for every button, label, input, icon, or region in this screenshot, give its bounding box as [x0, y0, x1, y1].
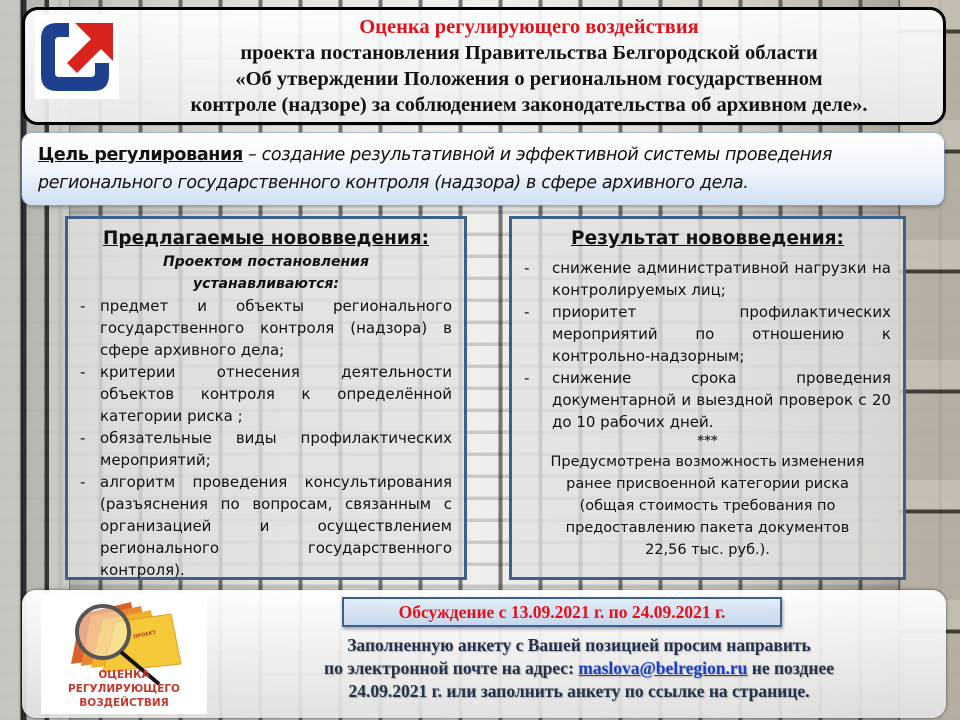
innovations-list: [68, 295, 464, 581]
regulatory-assessment-image: [41, 594, 207, 714]
discussion-dates: Обсуждение с 13.09.2021 г. по 24.09.2021 г.: [342, 597, 782, 627]
list-item: - предмет и объекты регионального государственного контроля (надзора) в сфере архивного дела;: [100, 295, 452, 361]
goal-dash: –: [242, 145, 262, 165]
svg-text:ПРОЕКТ: ПРОЕКТ: [132, 629, 157, 641]
footer-panel: [22, 590, 946, 718]
list-item: - приоритет профилактических мероприятий по отношению к контрольно-надзорным;: [552, 301, 891, 367]
request-line-1: Заполненную анкету с Вашей позицией просим направить: [347, 635, 811, 655]
note-line: 22,56 тыс. руб.).: [645, 542, 770, 558]
list-item: - критерии отнесения деятельности объектов контроля к определённой категории риска ;: [100, 361, 452, 427]
title-line-1: проекта постановления Правительства Белгородской области: [240, 42, 818, 64]
title-line-2: «Об утверждении Положения о региональном государственном: [235, 68, 823, 90]
title-red-line: Оценка регулирующего воздействия: [359, 16, 699, 38]
goal-panel: [22, 133, 944, 205]
list-item: - снижение административной нагрузки на контролируемых лиц;: [552, 257, 891, 301]
title-line-3: контроле (надзоре) за соблюдением законодательства об архивном деле».: [190, 94, 868, 116]
list-item: - обязательные виды профилактических мероприятий;: [100, 427, 452, 471]
note-line: предоставлению пакета документов: [565, 520, 850, 536]
results-title: Результат нововведения:: [571, 228, 844, 249]
title-panel: [22, 7, 946, 125]
innovations-title: Предлагаемые нововведения:: [102, 228, 430, 249]
innovations-box: [65, 216, 467, 580]
goal-label: Цель регулирования: [38, 145, 243, 165]
request-line-2-after: не позднее: [747, 658, 834, 678]
caption-line-2: ВОЗДЕЙСТВИЯ: [79, 697, 169, 709]
request-line-2: [222, 657, 936, 680]
innovations-subtitle-2: устанавливаются:: [193, 276, 339, 292]
image-caption: [41, 668, 207, 710]
results-list: [512, 255, 903, 433]
results-box: [509, 216, 906, 580]
email-link[interactable]: maslova@belregion.ru: [578, 658, 748, 678]
page-title: [125, 14, 933, 118]
caption-line-1: ОЦЕНКА РЕГУЛИРУЮЩЕГО: [68, 669, 180, 695]
note-line: ранее присвоенной категории риска: [566, 476, 849, 492]
list-item: - алгоритм проведения консультирования (разъяснения по вопросам, связанным с организацией и осуществлением регионального государственного контроля).: [100, 471, 452, 581]
list-item: - снижение срока проведения документарной и выездной проверок с 20 до 10 рабочих дней.: [552, 367, 891, 433]
request-line-3: 24.09.2021 г. или заполнить анкету по ссылке на странице.: [348, 681, 810, 701]
note-line: (общая стоимость требования по: [579, 498, 836, 514]
note-line: Предусмотрена возможность изменения: [550, 454, 865, 470]
request-line-2-before: по электронной почте на адрес:: [324, 658, 579, 678]
risk-note: [512, 451, 903, 561]
goal-text: создание результативной и эффективной системы проведения регионального государственного контроля (надзора) в сфере архивного дела.: [38, 145, 833, 193]
separator-stars: ***: [697, 434, 718, 449]
innovations-subtitle-1: Проектом постановления: [163, 254, 369, 270]
logo-icon: [35, 15, 119, 99]
request-text: [222, 634, 936, 703]
